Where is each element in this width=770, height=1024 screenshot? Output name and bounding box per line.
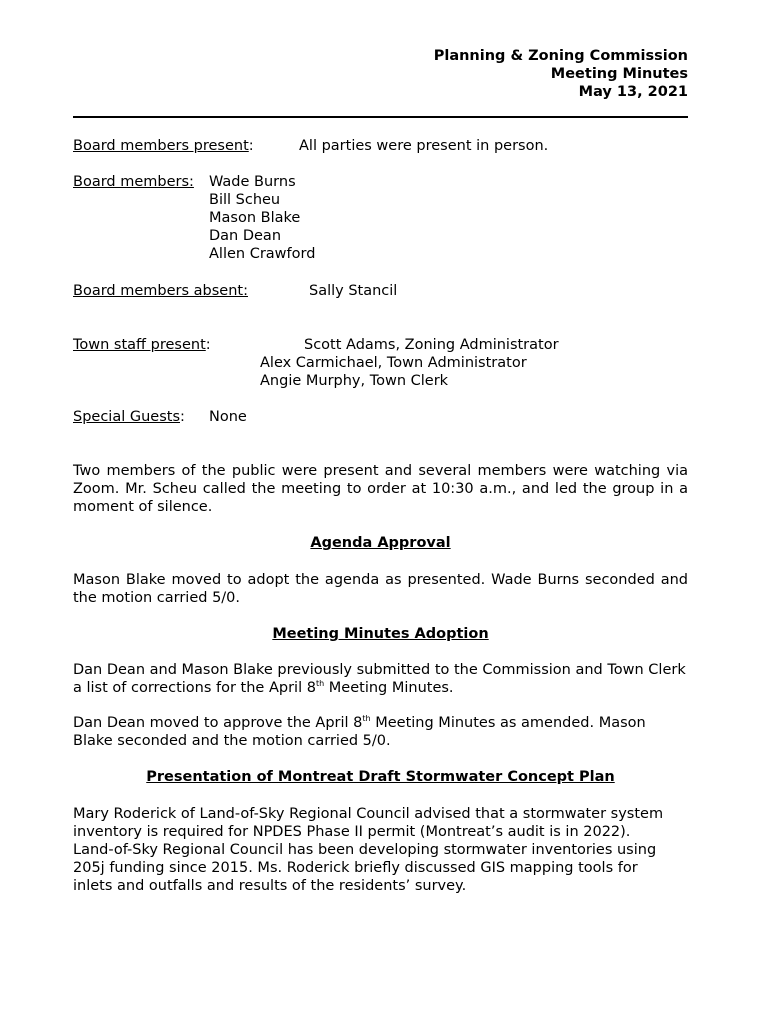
staff-member: Scott Adams, Zoning Administrator	[304, 337, 559, 353]
board-member: Mason Blake	[209, 210, 301, 226]
present-label: Board members present	[73, 138, 249, 154]
board-member: Allen Crawford	[209, 246, 316, 262]
guests-colon: :	[180, 409, 185, 425]
ordinal-suffix: th	[315, 679, 325, 688]
absent-label: Board members absent:	[73, 283, 248, 299]
minutes-p1-text-end: Meeting Minutes.	[324, 680, 454, 696]
minutes-p2-text-end: Meeting Minutes as amended. Mason Blake seconded and the motion carried 5/0.	[73, 715, 646, 749]
ordinal-suffix: th	[362, 714, 371, 723]
header-divider	[73, 116, 688, 118]
staff-member: Alex Carmichael, Town Administrator	[260, 355, 527, 371]
board-label: Board members:	[73, 174, 194, 190]
guests-label-row	[73, 408, 185, 426]
intro-paragraph: Two members of the public were present and several members were watching via Zoom. Mr. Scheu called the meeting to order at 10:30 a.m., and led the group in a moment of silence.	[73, 463, 688, 515]
present-colon: :	[248, 138, 254, 154]
minutes-p1-text: Dan Dean and Mason Blake previously submitted to the Commission and Town Clerk a list of corrections for the April 8	[73, 662, 686, 696]
present-value: All parties were present in person.	[299, 138, 549, 154]
staff-label-row	[73, 336, 211, 354]
board-member-list	[209, 173, 315, 263]
staff-member: Angie Murphy, Town Clerk	[260, 373, 449, 389]
minutes-paragraph-2	[73, 714, 688, 750]
present-label-row	[73, 137, 254, 155]
absent-value: Sally Stancil	[309, 283, 398, 299]
board-member: Dan Dean	[209, 228, 282, 244]
stormwater-heading: Presentation of Montreat Draft Stormwater Concept Plan	[146, 769, 615, 785]
document-header	[434, 47, 688, 101]
minutes-heading: Meeting Minutes Adoption	[272, 626, 489, 642]
meeting-date: May 13, 2021	[578, 84, 688, 100]
guests-value: None	[209, 409, 247, 425]
board-member: Wade Burns	[209, 174, 296, 190]
stormwater-paragraph: Mary Roderick of Land-of-Sky Regional Council advised that a stormwater system inventory is required for NPDES Phase II permit (Montreat’s audit is in 2022). Land-of-Sky Regional Council has been developing stormwater inventories using 205j funding since 2015. Ms. Roderick briefly discussed GIS mapping tools for inlets and outfalls and results of the residents’ survey.	[73, 806, 664, 894]
minutes-paragraph-1	[73, 661, 688, 697]
document-subtitle: Meeting Minutes	[550, 66, 688, 82]
staff-label: Town staff present	[73, 337, 206, 353]
board-member: Bill Scheu	[209, 192, 281, 208]
staff-colon: :	[205, 337, 211, 353]
agenda-paragraph: Mason Blake moved to adopt the agenda as presented. Wade Burns seconded and the motion carried 5/0.	[73, 572, 688, 606]
commission-title: Planning & Zoning Commission	[433, 48, 688, 64]
agenda-heading: Agenda Approval	[310, 535, 451, 551]
minutes-p2-text: Dan Dean moved to approve the April 8	[73, 715, 363, 731]
guests-label: Special Guests	[73, 409, 180, 425]
